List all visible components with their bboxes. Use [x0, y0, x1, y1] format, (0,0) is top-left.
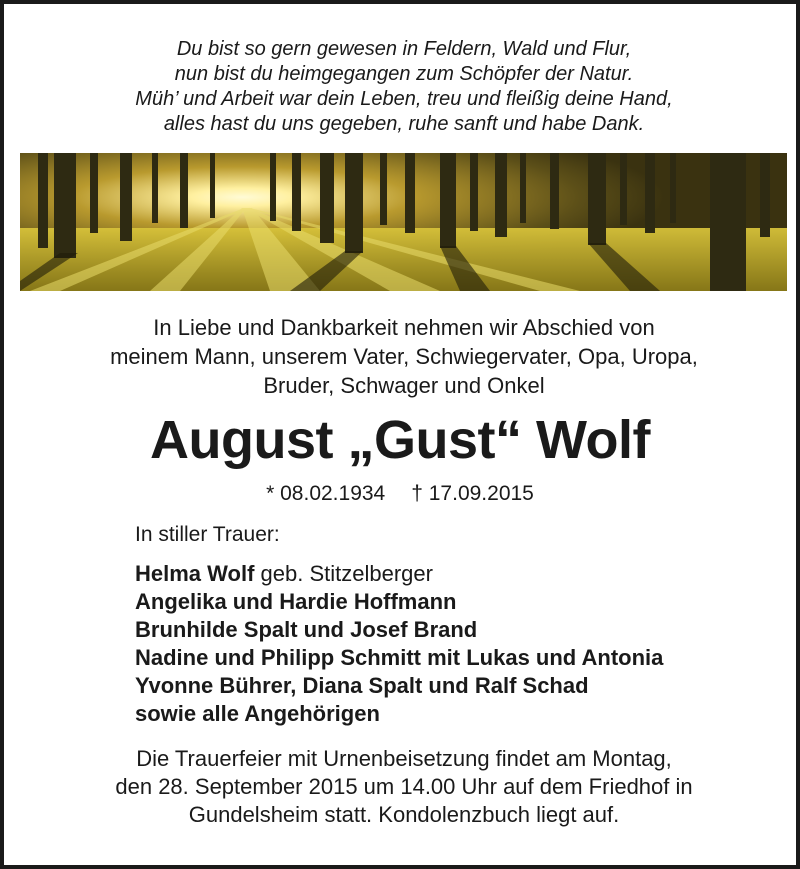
mourner-name: Angelika und Hardie Hoffmann [135, 589, 457, 614]
mourners-list [135, 560, 663, 728]
life-dates [4, 480, 796, 508]
mourner-name: sowie alle Angehörigen [135, 701, 380, 726]
death-date: † 17.09.2015 [411, 482, 534, 505]
mourner-row [135, 672, 663, 700]
mourner-row [135, 700, 663, 728]
mourner-row [135, 560, 663, 588]
mourner-row [135, 616, 663, 644]
service-line: Gundelsheim statt. Kondolenzbuch liegt auf. [188, 802, 620, 827]
mourners-heading: In stiller Trauer: [135, 523, 280, 546]
mourner-name: Nadine und Philipp Schmitt mit Lukas und Antonia [135, 645, 664, 670]
service-line: Die Trauerfeier mit Urnenbeisetzung findet am Montag, [136, 746, 672, 771]
poem [44, 37, 764, 137]
farewell-intro [44, 313, 764, 400]
service-line: den 28. September 2015 um 14.00 Uhr auf dem Friedhof in [115, 774, 693, 799]
poem-line: nun bist du heimgegangen zum Schöpfer der Natur. [174, 63, 634, 85]
service-announcement [44, 745, 764, 829]
intro-line: In Liebe und Dankbarkeit nehmen wir Abschied von [153, 315, 655, 340]
intro-line: meinem Mann, unserem Vater, Schwiegervater, Opa, Uropa, [110, 344, 698, 369]
mourner-name: Brunhilde Spalt und Josef Brand [135, 617, 478, 642]
mourner-maiden-name: geb. Stitzelberger [260, 561, 433, 586]
forest-photo-illustration [20, 153, 787, 291]
mourner-row [135, 644, 663, 672]
mourner-name: Yvonne Bührer, Diana Spalt und Ralf Schad [135, 673, 589, 698]
mourner-name: Helma Wolf [135, 561, 255, 586]
poem-line: Du bist so gern gewesen in Feldern, Wald und Flur, [176, 38, 632, 60]
poem-line: alles hast du uns gegeben, ruhe sanft und habe Dank. [163, 113, 645, 135]
intro-line: Bruder, Schwager und Onkel [263, 373, 545, 398]
poem-line: Müh’ und Arbeit war dein Leben, treu und fleißig deine Hand, [135, 88, 673, 110]
deceased-name: August „Gust“ Wolf [150, 410, 650, 470]
forest-photo [20, 153, 787, 291]
mourner-row [135, 588, 663, 616]
birth-date: * 08.02.1934 [266, 482, 386, 505]
